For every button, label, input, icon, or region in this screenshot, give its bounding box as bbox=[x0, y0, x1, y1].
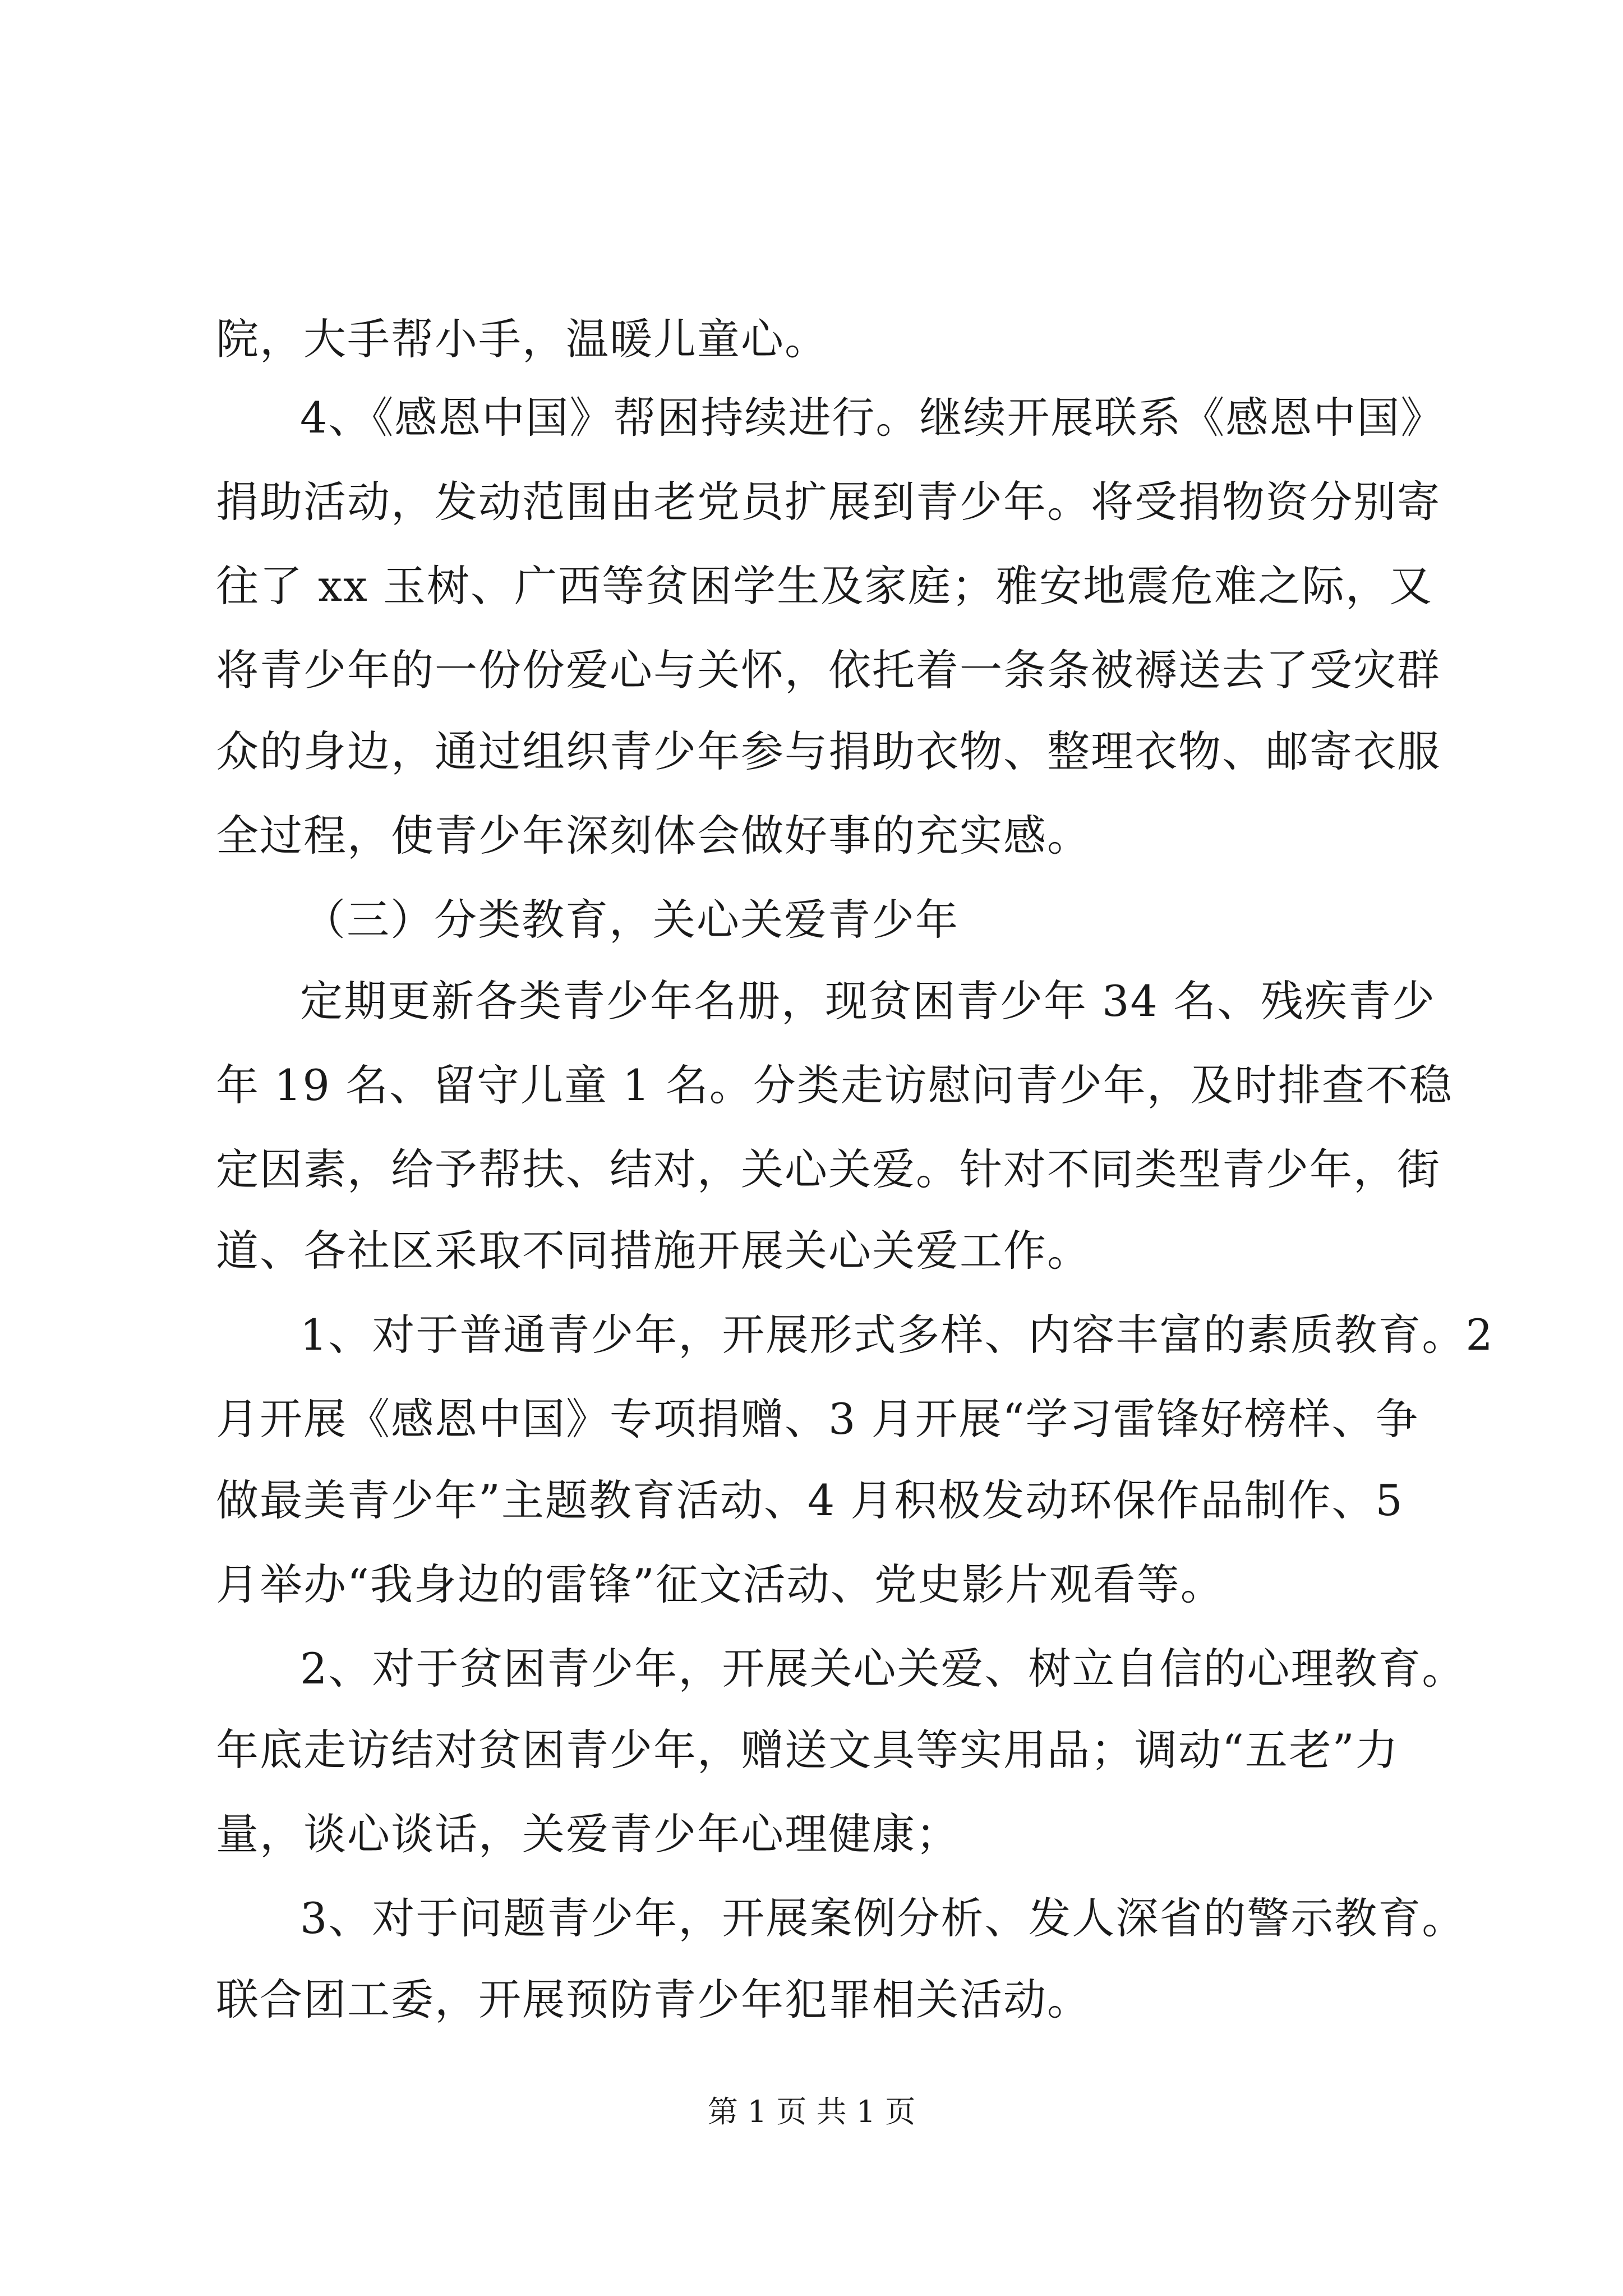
text-line-10: 年 19 名、留守儿童 1 名。分类走访慰问青少年，及时排查不稳 bbox=[216, 1060, 1453, 1110]
text-line-11: 定因素，给予帮扶、结对，关心关爱。针对不同类型青少年，街 bbox=[216, 1144, 1441, 1194]
text-line-6: 众的身边，通过组织青少年参与捐助衣物、整理衣物、邮寄衣服 bbox=[216, 726, 1441, 776]
text-line-17: 2、对于贫困青少年，开展关心关爱、树立自信的心理教育。 bbox=[300, 1644, 1466, 1694]
page-footer: 第 1 页 共 1 页 bbox=[707, 2094, 916, 2129]
text-line-7: 全过程，使青少年深刻体会做好事的充实感。 bbox=[216, 811, 1091, 861]
text-line-12: 道、各社区采取不同措施开展关心关爱工作。 bbox=[216, 1226, 1091, 1276]
text-line-2: 4、《感恩中国》帮困持续进行。继续开展联系《感恩中国》 bbox=[300, 393, 1445, 443]
text-line-18: 年底走访结对贫困青少年，赠送文具等实用品；调动“五老”力 bbox=[216, 1725, 1399, 1775]
text-line-16: 月举办“我身边的雷锋”征文活动、党史影片观看等。 bbox=[216, 1559, 1224, 1609]
text-line-20: 3、对于问题青少年，开展案例分析、发人深省的警示教育。 bbox=[300, 1893, 1466, 1943]
text-line-19: 量，谈心谈话，关爱青少年心理健康； bbox=[216, 1809, 960, 1859]
text-line-5: 将青少年的一份份爱心与关怀，依托着一条条被褥送去了受灾群 bbox=[216, 645, 1441, 695]
section-heading: （三）分类教育，关心关爱青少年 bbox=[303, 895, 959, 945]
text-line-9: 定期更新各类青少年名册，现贫困青少年 34 名、残疾青少 bbox=[300, 976, 1436, 1026]
text-line-13: 1、对于普通青少年，开展形式多样、内容丰富的素质教育。2 bbox=[300, 1310, 1494, 1360]
text-line-3: 捐助活动，发动范围由老党员扩展到青少年。将受捐物资分别寄 bbox=[216, 477, 1441, 527]
text-line-14: 月开展《感恩中国》专项捐赠、3 月开展“学习雷锋好榜样、争 bbox=[216, 1394, 1419, 1444]
text-line-1: 院，大手帮小手，温暖儿童心。 bbox=[216, 314, 828, 364]
text-line-15: 做最美青少年”主题教育活动、4 月积极发动环保作品制作、5 bbox=[216, 1475, 1404, 1525]
text-line-4: 往了 xx 玉树、广西等贫困学生及家庭；雅安地震危难之际，又 bbox=[216, 561, 1433, 611]
text-line-21: 联合团工委，开展预防青少年犯罪相关活动。 bbox=[216, 1975, 1091, 2024]
